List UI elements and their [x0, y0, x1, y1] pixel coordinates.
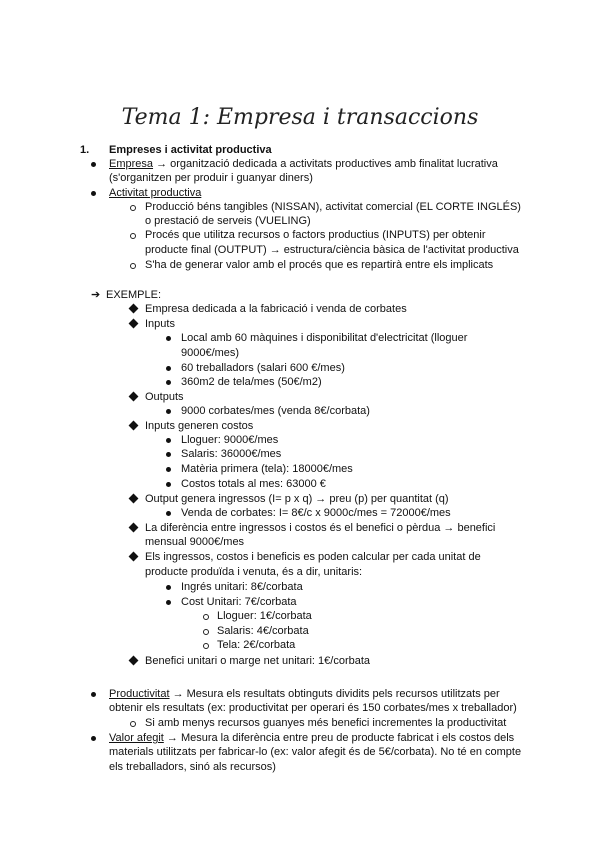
diamond-bullet-icon: [129, 494, 139, 504]
valor-line2: materials utilitzats per fabricar-lo (ex: valor afegit és de 5€/corbata). No té en compte: [109, 746, 522, 758]
diamond-bullet-icon: [129, 421, 139, 431]
input-local-line1: Local amb 60 màquines i disponibilitat d'electricitat (lloguer: [181, 332, 468, 344]
bullet-icon: [91, 191, 96, 196]
exemple-outputs: Outputs: [145, 391, 184, 403]
bullet-icon: [166, 409, 171, 414]
benefici-unitari: Benefici unitari o marge net unitari: 1€/corbata: [145, 655, 371, 667]
cost-materia: Matèria primera (tela): 18000€/mes: [181, 463, 353, 475]
productivitat-line1: → Mesura els resultats obtinguts dividits pels recursos utilitzats per: [169, 688, 500, 700]
productivitat-sub: Si amb menys recursos guanyes més benefici incrementes la productivitat: [145, 717, 507, 729]
ring-bullet-icon: [203, 629, 209, 635]
section-number: 1.: [80, 144, 90, 156]
bullet-icon: [91, 162, 96, 167]
bullet-icon: [166, 467, 171, 472]
bullet-icon: [166, 380, 171, 385]
diamond-bullet-icon: [129, 304, 139, 314]
benefici-line2: mensual 9000€/mes: [145, 536, 245, 548]
ring-bullet-icon: [130, 721, 136, 727]
bullet-icon: [166, 336, 171, 341]
exemple-ingressos: Output genera ingressos (I= p x q) → preu (p) per quantitat (q): [145, 493, 449, 505]
page-title: Tema 1: Empresa i transaccions: [121, 105, 479, 130]
unitaris-line2: producte produïda i venuta, és a dir, unitaris:: [145, 566, 363, 578]
empresa-line1: → organització dedicada a activitats productives amb finalitat lucrativa: [153, 158, 498, 170]
arrow-bullet-icon: ➔: [91, 289, 101, 301]
diamond-bullet-icon: [129, 392, 139, 402]
ring-bullet-icon: [203, 643, 209, 649]
cost-unitari-salaris: Salaris: 4€/corbata: [217, 625, 309, 637]
bullet-icon: [91, 692, 96, 697]
bullet-icon: [166, 438, 171, 443]
ring-bullet-icon: [203, 614, 209, 620]
diamond-bullet-icon: [129, 552, 139, 562]
diamond-bullet-icon: [129, 319, 139, 329]
ring-bullet-icon: [130, 205, 136, 211]
exemple-costos: Inputs generen costos: [145, 420, 254, 432]
productivitat-line2: obtenir els resultats (ex: productivitat per operari és 150 corbates/mes x treballador): [109, 702, 517, 714]
exemple-inputs: Inputs: [145, 318, 175, 330]
activitat-item-2-line1: Procés que utilitza recursos o factors productius (INPUTS) per obtenir: [145, 229, 486, 241]
term-valor-afegit: Valor afegit: [109, 732, 164, 744]
bullet-icon: [166, 482, 171, 487]
cost-unitari-tela: Tela: 2€/corbata: [217, 639, 296, 651]
bullet-icon: [166, 511, 171, 516]
empresa-definition: [109, 157, 498, 172]
input-treballadors: 60 treballadors (salari 600 €/mes): [181, 362, 345, 374]
term-productivitat: Productivitat: [109, 688, 170, 700]
diamond-bullet-icon: [129, 523, 139, 533]
output-item: 9000 corbates/mes (venda 8€/corbata): [181, 405, 370, 417]
valor-definition: [109, 731, 514, 746]
benefici-line1: La diferència entre ingressos i costos és el benefici o pèrdua → benefici: [145, 522, 496, 534]
bullet-icon: [166, 452, 171, 457]
term-activitat-productiva: Activitat productiva: [109, 187, 202, 199]
input-tela: 360m2 de tela/mes (50€/m2): [181, 376, 322, 388]
cost-unitari: Cost Unitari: 7€/corbata: [181, 596, 297, 608]
activitat-item-3: S'ha de generar valor amb el procés que es repartirà entre els implicats: [145, 259, 494, 271]
ingressos-item: Venda de corbates: I= 8€/c x 9000c/mes = 72000€/mes: [181, 507, 451, 519]
section-heading: Empreses i activitat productiva: [109, 144, 272, 156]
cost-unitari-lloguer: Lloguer: 1€/corbata: [217, 610, 312, 622]
valor-line1: → Mesura la diferència entre preu de producte fabricat i els costos dels: [163, 732, 515, 744]
bullet-icon: [91, 736, 96, 741]
bullet-icon: [166, 600, 171, 605]
activitat-item-2-line2: producte final (OUTPUT) → estructura/ciència bàsica de l'activitat productiva: [145, 244, 519, 256]
term-empresa: Empresa: [109, 158, 154, 170]
diamond-bullet-icon: [129, 656, 139, 666]
ring-bullet-icon: [130, 233, 136, 239]
bullet-icon: [166, 366, 171, 371]
exemple-label: EXEMPLE:: [106, 289, 162, 301]
productivitat-definition: [109, 687, 500, 702]
unitaris-line1: Els ingressos, costos i beneficis es poden calcular per cada unitat de: [145, 551, 481, 563]
cost-totals: Costos totals al mes: 63000 €: [181, 478, 326, 490]
cost-salaris: Salaris: 36000€/mes: [181, 448, 282, 460]
input-local-line2: 9000€/mes): [181, 347, 240, 359]
valor-line3: els treballadors, sinó als recursos): [109, 761, 276, 773]
ingres-unitari: Ingrés unitari: 8€/corbata: [181, 581, 303, 593]
empresa-line2: (s'organitzen per produir i guanyar diners): [109, 172, 313, 184]
cost-lloguer: Lloguer: 9000€/mes: [181, 434, 279, 446]
activitat-item-1-line2: o prestació de serveis (VUELING): [145, 215, 311, 227]
bullet-icon: [166, 585, 171, 590]
ring-bullet-icon: [130, 263, 136, 269]
activitat-item-1-line1: Producció béns tangibles (NISSAN), activitat comercial (EL CORTE INGLÉS): [145, 201, 521, 213]
exemple-empresa: Empresa dedicada a la fabricació i venda de corbates: [145, 303, 407, 315]
